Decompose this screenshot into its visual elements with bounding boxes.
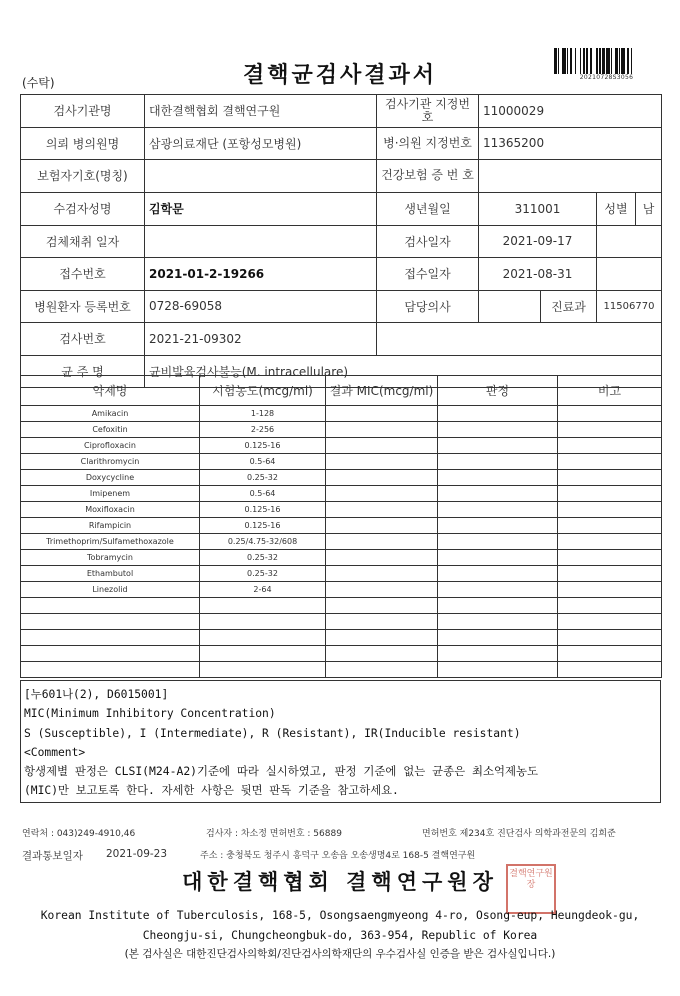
agency-code-value: 11000029 <box>479 95 662 128</box>
empty-cell <box>200 598 326 614</box>
reception-date-value: 2021-08-31 <box>479 258 597 291</box>
drug-remark-cell <box>558 550 662 566</box>
hospital-value: 삼광의료재단 (포항성모병원) <box>145 127 377 160</box>
drug-remark-cell <box>558 422 662 438</box>
drug-row <box>21 582 662 598</box>
range-header: 시험농도(mcg/ml) <box>200 376 326 406</box>
empty-cell <box>21 630 200 646</box>
agency-code-label: 검사기관 지정번호 <box>377 95 479 128</box>
address-en-line1: Korean Institute of Tuberculosis, 168-5, Osongsaengmyeong 4-ro, Osong-eup, Heungdeok-gu, <box>40 909 640 922</box>
drug-name-cell: Ethambutol <box>21 566 200 582</box>
contact: 연락처 : 043)249-4910,46 <box>22 829 136 839</box>
drug-name-cell: Linezolid <box>21 582 200 598</box>
dept-value: 11506770 <box>597 290 662 323</box>
drug-mic-cell <box>326 406 438 422</box>
agency-label: 검사기관명 <box>21 95 145 128</box>
drug-row <box>21 518 662 534</box>
patient-reg-value: 0728-69058 <box>145 290 377 323</box>
empty-row <box>21 598 662 614</box>
drug-range-cell: 2-64 <box>200 582 326 598</box>
drug-mic-cell <box>326 422 438 438</box>
drug-header: 약제명 <box>21 376 200 406</box>
official-seal: 결핵연구원장 <box>506 864 556 914</box>
insurance-cert-label: 건강보험 증 번 호 <box>377 160 479 193</box>
dob-label: 생년월일 <box>377 192 479 225</box>
empty-row <box>21 662 662 678</box>
empty-cell <box>438 630 558 646</box>
drug-judgement-cell <box>438 534 558 550</box>
drug-table <box>20 375 662 678</box>
drug-judgement-cell <box>438 550 558 566</box>
insured-label: 보험자기호(명칭) <box>21 160 145 193</box>
drug-mic-cell <box>326 566 438 582</box>
tester: 검사자 : 차소정 면허번호 : 56889 <box>206 829 342 839</box>
reception-date-label: 접수일자 <box>377 258 479 291</box>
barcode <box>554 48 659 82</box>
empty-cell <box>200 630 326 646</box>
drug-remark-cell <box>558 518 662 534</box>
drug-range-cell: 0.25-32 <box>200 566 326 582</box>
drug-name-cell: Doxycycline <box>21 470 200 486</box>
report-date-label: 결과통보일자 <box>22 850 83 862</box>
doctor-label: 담당의사 <box>377 290 479 323</box>
info-table <box>20 94 662 388</box>
drug-row <box>21 438 662 454</box>
organization-name: 대한결핵협회 결핵연구원장 <box>182 870 498 894</box>
drug-judgement-cell <box>438 502 558 518</box>
empty-cell <box>326 662 438 678</box>
address-en-line2: Cheongju-si, Chungcheongbuk-do, 363-954, Republic of Korea <box>142 929 538 942</box>
drug-range-cell: 0.125-16 <box>200 438 326 454</box>
drug-judgement-cell <box>438 406 558 422</box>
empty-cell <box>558 614 662 630</box>
drug-mic-cell <box>326 470 438 486</box>
empty-row <box>21 646 662 662</box>
empty-cell <box>326 630 438 646</box>
hospital-label: 의뢰 병의원명 <box>21 127 145 160</box>
empty-row <box>21 614 662 630</box>
test-no-value: 2021-21-09302 <box>145 323 377 356</box>
empty-cell <box>21 646 200 662</box>
notes-line: 항생제별 판정은 CLSI(M24-A2)기준에 따라 실시하였고, 판정 기준에 없는 균종은 최소억제농도 <box>24 764 538 779</box>
drug-row <box>21 566 662 582</box>
drug-row <box>21 502 662 518</box>
drug-judgement-cell <box>438 422 558 438</box>
drug-mic-cell <box>326 438 438 454</box>
test-no-label: 검사번호 <box>21 323 145 356</box>
drug-mic-cell <box>326 454 438 470</box>
drug-judgement-cell <box>438 438 558 454</box>
empty-cell <box>200 662 326 678</box>
organism-label: 균 주 명 <box>21 355 145 388</box>
drug-range-cell: 0.125-16 <box>200 518 326 534</box>
notes-line: MIC(Minimum Inhibitory Concentration) <box>24 707 276 721</box>
drug-name-cell: Moxifloxacin <box>21 502 200 518</box>
empty-cell <box>438 598 558 614</box>
empty-cell <box>438 646 558 662</box>
receipt-label: (수탁) <box>22 76 55 90</box>
drug-judgement-cell <box>438 486 558 502</box>
address-kr: 주소 : 충청북도 청주시 흥덕구 오송읍 오송생명4로 168-5 결핵연구원 <box>200 851 476 861</box>
drug-name-cell: Trimethoprim/Sulfamethoxazole <box>21 534 200 550</box>
barcode-number: 20210728S3056 <box>579 74 634 81</box>
test-date-label: 검사일자 <box>377 225 479 258</box>
empty-cell <box>326 646 438 662</box>
sex-value: 남 <box>635 193 661 225</box>
drug-row <box>21 454 662 470</box>
judgement-header: 판정 <box>438 376 558 406</box>
drug-judgement-cell <box>438 566 558 582</box>
drug-name-cell: Ciprofloxacin <box>21 438 200 454</box>
patient-label: 수검자성명 <box>21 192 145 225</box>
drug-name-cell: Clarithromycin <box>21 454 200 470</box>
empty-cell <box>438 614 558 630</box>
empty-cell <box>21 598 200 614</box>
empty-row <box>21 630 662 646</box>
empty-cell <box>200 614 326 630</box>
drug-mic-cell <box>326 518 438 534</box>
empty-cell <box>21 614 200 630</box>
drug-mic-cell <box>326 502 438 518</box>
certification-note: (본 검사실은 대한진단검사의학회/진단검사의학재단의 우수검사실 인증을 받은 검사실입니다.) <box>124 948 556 960</box>
drug-judgement-cell <box>438 470 558 486</box>
organism-value: 균비발육검사불능(M. intracellulare) <box>145 355 662 388</box>
drug-range-cell: 0.5-64 <box>200 454 326 470</box>
barcode-bar <box>632 48 635 74</box>
insured-value <box>145 160 377 193</box>
drug-remark-cell <box>558 454 662 470</box>
empty-cell <box>326 614 438 630</box>
agency-value: 대한결핵협회 결핵연구원 <box>145 95 377 128</box>
empty-cell <box>21 662 200 678</box>
collect-value <box>145 225 377 258</box>
drug-row <box>21 406 662 422</box>
doctor-value <box>479 290 541 323</box>
document-title: 결핵균검사결과서 <box>242 63 438 88</box>
drug-row <box>21 422 662 438</box>
drug-remark-cell <box>558 486 662 502</box>
drug-remark-cell <box>558 406 662 422</box>
drug-remark-cell <box>558 438 662 454</box>
report-date-value: 2021-09-23 <box>106 848 168 860</box>
doctor-license: 면허번호 제234호 진단검사 의학과전문의 김희준 <box>422 829 616 839</box>
test-date-value: 2021-09-17 <box>479 225 597 258</box>
drug-remark-cell <box>558 534 662 550</box>
notes-line: (MIC)만 보고토록 한다. 자세한 사항은 뒷면 판독 기준을 참고하세요. <box>24 784 399 798</box>
notes-line: S (Susceptible), I (Intermediate), R (Resistant), IR(Inducible resistant) <box>24 726 521 740</box>
dob-value: 311001 <box>479 192 597 225</box>
patient-reg-label: 병원환자 등록번호 <box>21 290 145 323</box>
empty-cell <box>326 598 438 614</box>
empty-cell <box>558 630 662 646</box>
empty-cell <box>438 662 558 678</box>
empty-cell <box>558 662 662 678</box>
notes-line: [누601나(2), D6015001] <box>24 688 169 701</box>
hospital-code-value: 11365200 <box>479 127 662 160</box>
mic-header: 결과 MIC(mcg/ml) <box>326 376 438 406</box>
drug-judgement-cell <box>438 518 558 534</box>
empty-cell <box>200 646 326 662</box>
drug-remark-cell <box>558 470 662 486</box>
drug-mic-cell <box>326 534 438 550</box>
drug-range-cell: 0.5-64 <box>200 486 326 502</box>
insurance-cert-value <box>479 160 662 193</box>
drug-mic-cell <box>326 582 438 598</box>
hospital-code-label: 병·의원 지정번호 <box>377 127 479 160</box>
drug-judgement-cell <box>438 582 558 598</box>
drug-remark-cell <box>558 502 662 518</box>
empty-cell <box>558 646 662 662</box>
drug-remark-cell <box>558 582 662 598</box>
reception-no-label: 접수번호 <box>21 258 145 291</box>
empty-cell <box>558 598 662 614</box>
remark-header: 비고 <box>558 376 662 406</box>
drug-row <box>21 550 662 566</box>
sex-label: 성별 <box>604 202 628 216</box>
dept-label: 진료과 <box>541 290 597 323</box>
drug-row <box>21 470 662 486</box>
drug-range-cell: 0.25-32 <box>200 550 326 566</box>
drug-judgement-cell <box>438 454 558 470</box>
drug-range-cell: 0.25/4.75-32/608 <box>200 534 326 550</box>
drug-mic-cell <box>326 550 438 566</box>
drug-range-cell: 2-256 <box>200 422 326 438</box>
drug-name-cell: Rifampicin <box>21 518 200 534</box>
patient-value: 김학문 <box>145 192 377 225</box>
notes-line: <Comment> <box>24 745 86 759</box>
notes-box <box>20 680 661 803</box>
drug-range-cell: 0.125-16 <box>200 502 326 518</box>
drug-name-cell: Tobramycin <box>21 550 200 566</box>
collect-label: 검체채취 일자 <box>21 225 145 258</box>
drug-range-cell: 0.25-32 <box>200 470 326 486</box>
drug-name-cell: Imipenem <box>21 486 200 502</box>
drug-name-cell: Cefoxitin <box>21 422 200 438</box>
reception-no-value: 2021-01-2-19266 <box>145 258 377 291</box>
drug-remark-cell <box>558 566 662 582</box>
drug-range-cell: 1-128 <box>200 406 326 422</box>
drug-name-cell: Amikacin <box>21 406 200 422</box>
drug-row <box>21 486 662 502</box>
drug-mic-cell <box>326 486 438 502</box>
drug-row <box>21 534 662 550</box>
